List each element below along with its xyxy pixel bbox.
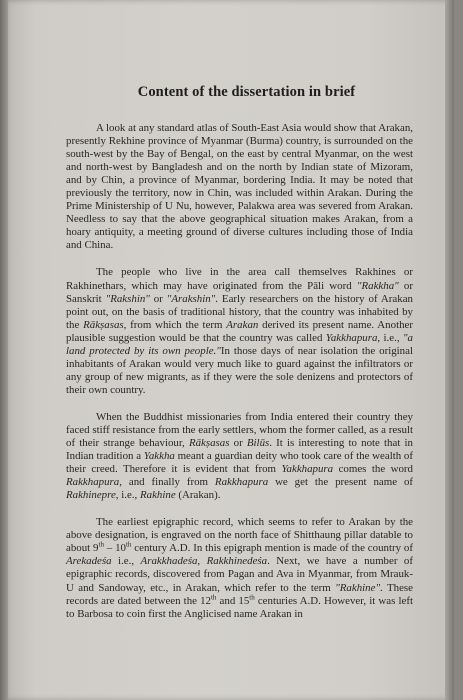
paragraph-text: centuries A.D. However, it was left to Barbosa to coin first the Anglicised name Arakan in [66, 594, 413, 620]
italic-term: Yakkhapura [325, 331, 378, 344]
italic-term: Rākṣasas [188, 437, 230, 450]
page-edge [445, 0, 454, 700]
italic-quote: "a land protected by its own people." [66, 331, 413, 357]
paragraph-text: , from which the term [123, 318, 227, 331]
book-gutter-shadow [0, 0, 8, 700]
italic-term: "Rakshin" [105, 292, 150, 305]
paragraph-text: and 15 [216, 594, 250, 607]
paragraph-text: (Arakan). [175, 489, 221, 502]
paragraph-1 [66, 122, 413, 252]
ordinal-superscript: th [249, 592, 255, 601]
page-content [66, 84, 413, 621]
italic-term: Yakkha [143, 450, 175, 463]
paragraph-text: century A.D. In this epigraph mention is made of the country of [131, 542, 413, 555]
ordinal-superscript: th [210, 592, 217, 601]
paragraph-text: comes the word [333, 463, 413, 476]
paragraph-text: The earliest epigraphic record, which seems to refer to Arakan by the above designation, is engraved on the north face of Shitthaung pillar datable to about 9 [66, 516, 413, 555]
italic-term: Rakkhapura [66, 476, 120, 489]
italic-term: "Rakkha" [356, 279, 399, 292]
paragraph-text: . It is interesting to note that in Indian tradition a [66, 437, 413, 463]
italic-term: "Rakhine" [335, 581, 381, 594]
paragraph-text: or [149, 292, 167, 305]
paragraph-text: . Early researchers on the history of Arakan point out, on the basis of traditional history, that the country was inhabited by the [66, 292, 413, 331]
paragraph-4 [66, 516, 413, 620]
ordinal-superscript: th [98, 540, 104, 549]
paragraph-text: or Sanskrit [66, 279, 413, 305]
italic-term: Rākṣasas [83, 318, 124, 331]
paragraph-text: . These records are dated between the 12 [66, 581, 413, 607]
italic-term: Yakkhapura [281, 463, 334, 476]
italic-term: Arekadeśa [66, 555, 112, 568]
italic-term: Bilūs [246, 437, 270, 450]
italic-term: Arakkhadeśa, Rakkhinedeśa [140, 555, 268, 568]
paragraph-text: we get the present name of [268, 476, 414, 489]
italic-term: "Arakshin" [166, 292, 216, 305]
paragraph-text: When the Buddhist missionaries from India entered their country they faced stiff resistance from the early settlers, whom the former called, as a result of their strange behaviour, [66, 410, 413, 450]
paragraph-text: or [229, 437, 247, 450]
paragraph-text: The people who live in the area call themselves Rakhines or Rakhinethars, which may have originated from the Pāli word [66, 266, 413, 292]
italic-term: Rakhine [140, 489, 176, 502]
ordinal-superscript: th [125, 540, 132, 549]
paragraph-text: . Next, we have a number of epigraphic records, discovered from Pagan and Ava in Myanmar, from Mrauk-U and Sandoway, etc., in Arakan, which refer to the term [66, 555, 413, 594]
italic-term: Arakan [226, 318, 259, 331]
paragraph-text: – 10 [103, 542, 126, 555]
paragraph-text: i.e., [111, 555, 141, 568]
italic-term: Rakkhapura [214, 476, 269, 489]
paragraph-2 [66, 266, 413, 396]
paragraph-text: , i.e., [115, 489, 140, 502]
paragraph-text: meant a guardian deity who took care of the wealth of their creed. Therefore it is evident that from [66, 450, 413, 476]
paragraph-text: derived its present name. Another plausible suggestion would be that the country was called [66, 318, 413, 344]
paragraph-3 [66, 411, 413, 502]
paragraph-text: , and finally from [119, 476, 215, 489]
paragraph-text: , i.e., [377, 331, 403, 344]
page-title: Content of the dissertation in brief [137, 84, 356, 100]
paragraph-text: A look at any standard atlas of South-East Asia would show that Arakan, presently Rekhine province of Myanmar (Burma) country, is surrounded on the south-west by the Bay of Bengal, on the east by central Myanmar, on the west and north-west by Bangladesh and on the north by Indian state of Mizoram, and by Chin, a province of Myanmar, bordering India. It may be noted that previously the territory, now in Chin, was included within Arakan. During the Prime Ministership of U Nu, however, Palakwa area was severed from Arakan. Needless to say that the above geographical situation makes Arakan, from a hoary antiquity, a meeting ground of diverse cultures including those of India and China. [66, 122, 413, 252]
italic-term: Rakhinepre [66, 489, 116, 502]
paragraph-text: In those days of near isolation the original inhabitants of Arakan would very much like to guard against the infiltrators or any group of new migrants, as if they were the sole denizens and protectors of their own country. [66, 344, 413, 396]
